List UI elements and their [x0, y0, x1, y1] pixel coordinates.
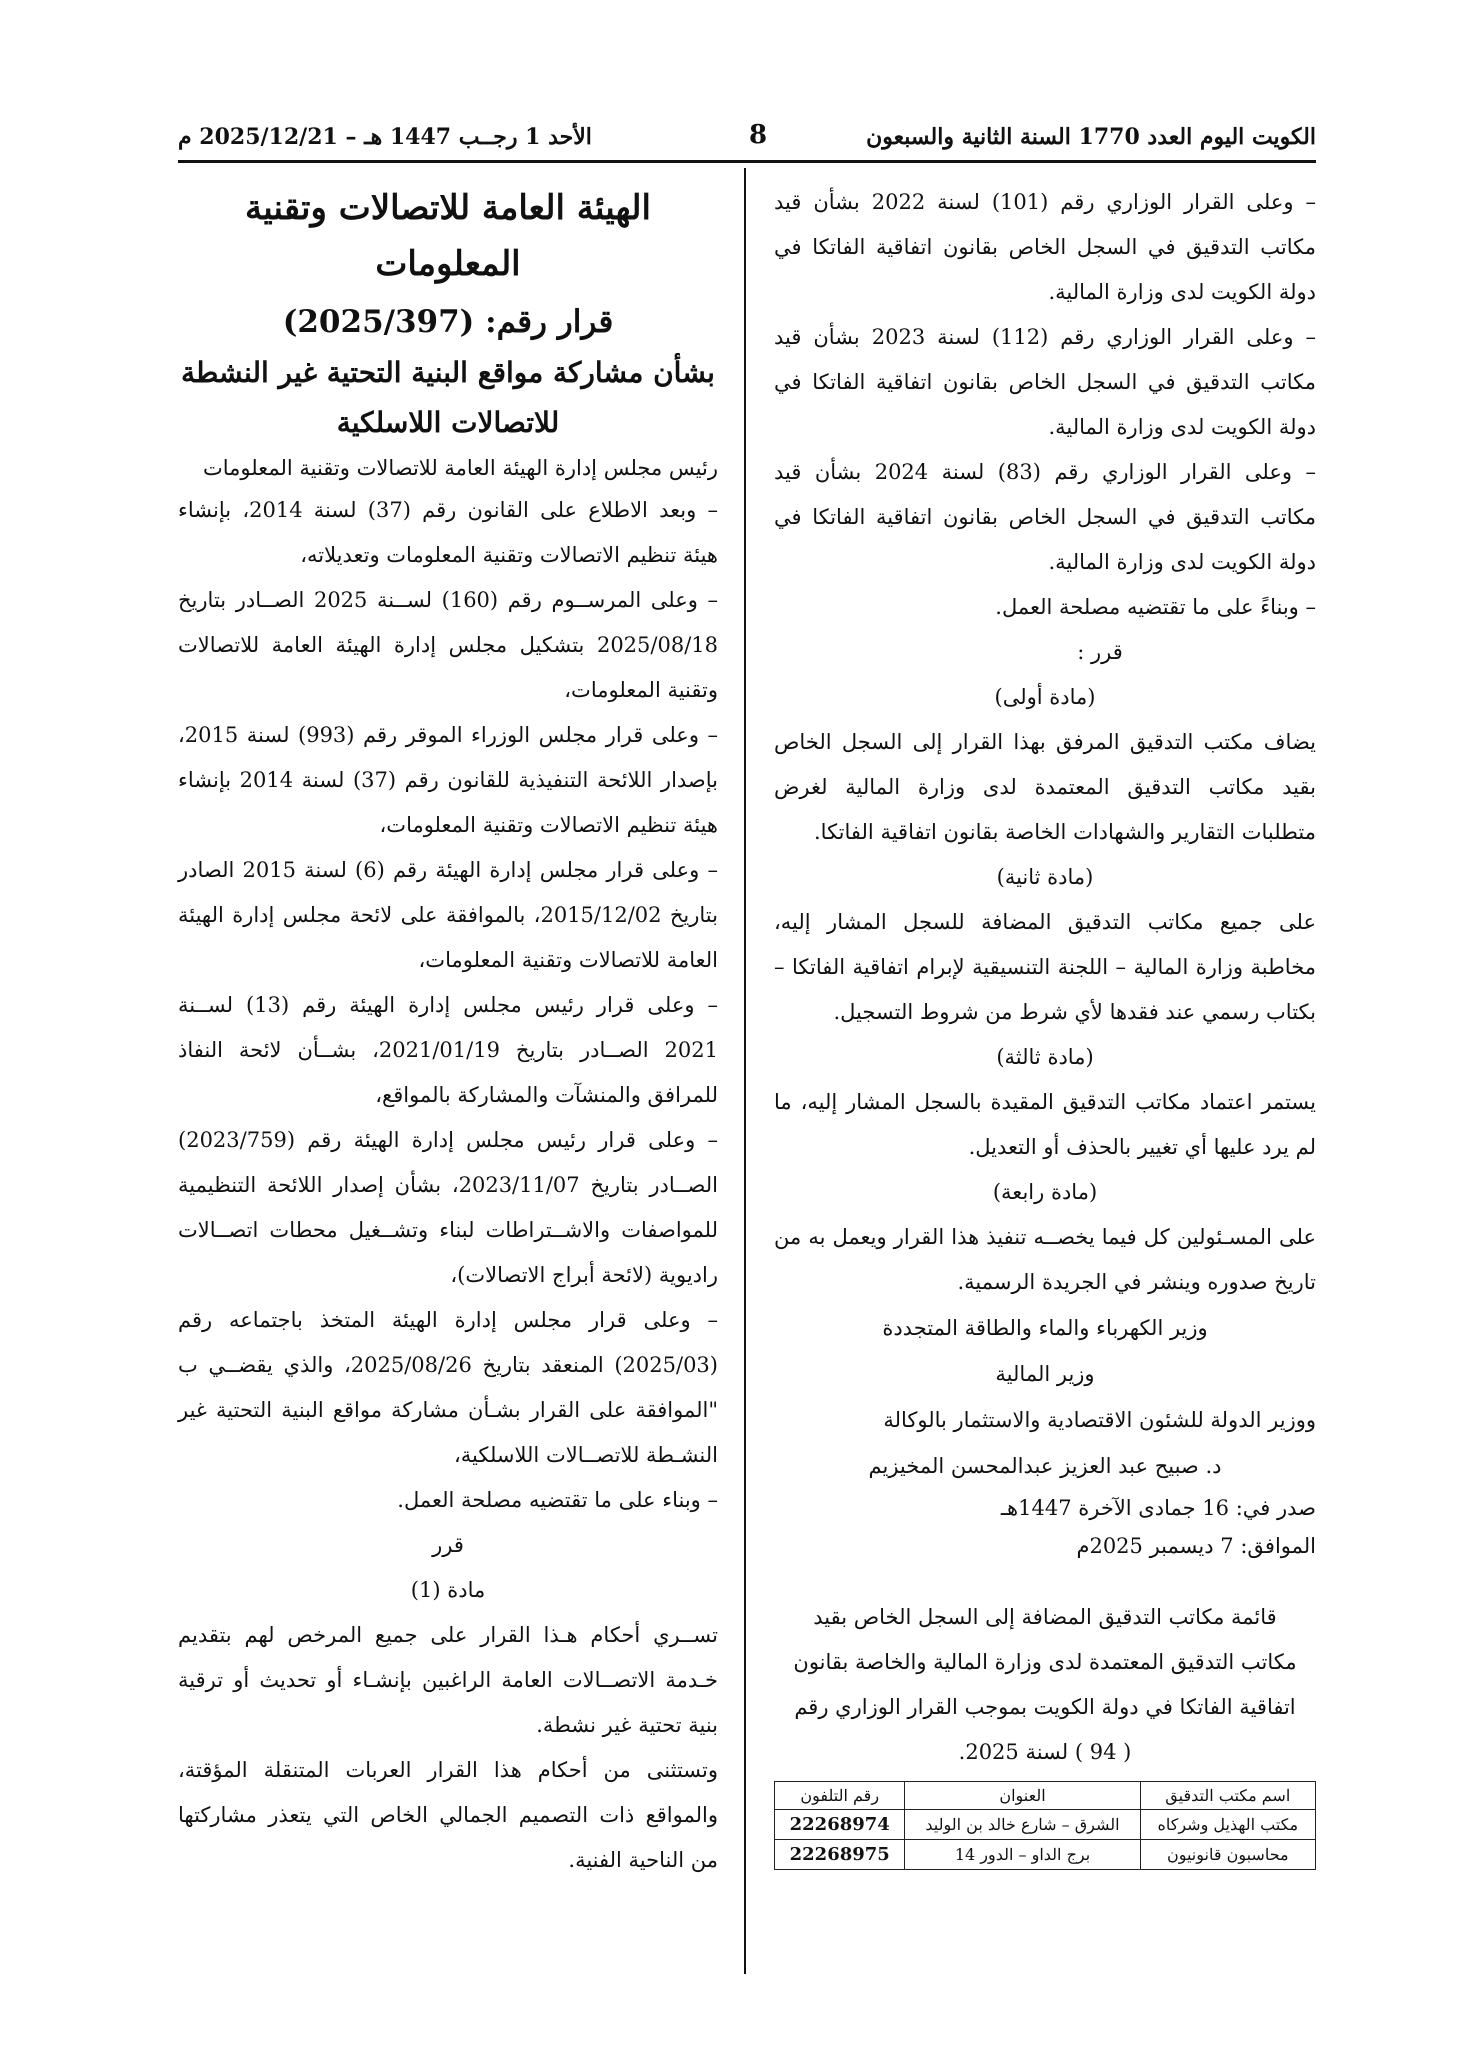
column-divider	[744, 168, 746, 1974]
column-header: اسم مكتب التدقيق	[1140, 1782, 1315, 1810]
column-header: رقم التلفون	[775, 1782, 905, 1810]
page-number: 8	[748, 120, 768, 150]
article-text: على جميع مكاتب التدقيق المضافة للسجل المشار إليه، مخاطبة وزارة المالية – اللجنة التنسيقية لإبرام اتفاقية الفاتكا – بكتاب رسمي عند فقدها لأي شرط من شروط التسجيل.	[774, 910, 1316, 1024]
article-title: (مادة أولى)	[994, 685, 1096, 709]
audit-offices-table	[774, 1781, 1316, 1870]
table-cell: الشرق – شارع خالد بن الوليد	[905, 1810, 1140, 1840]
paragraph: – وعلى قرار مجلس إدارة الهيئة رقم (6) لسنة 2015 الصادر بتاريخ 2015/12/02، بالموافقة على لائحة مجلس إدارة الهيئة العامة للاتصالات وتقنية المعلومات،	[178, 858, 718, 972]
paragraph: – وعلى قرار مجلس إدارة الهيئة المتخذ باجتماعه رقم (2025/03) المنعقد بتاريخ 2025/08/26، والذي يقضــي ب "الموافقة على القرار بشـأن مشاركة مواقع البنية التحتية غير النشـطة للاتصــالات اللاسلكية،	[178, 1308, 718, 1467]
table-header-row	[775, 1782, 1316, 1810]
article-text: يضاف مكتب التدقيق المرفق بهذا القرار إلى السجل الخاص بقيد مكاتب التدقيق المعتمدة لدى وزارة المالية لغرض متطلبات التقارير والشهادات الخاصة بقانون اتفاقية الفاتكا.	[774, 730, 1316, 844]
table-cell: 22268974	[775, 1810, 905, 1840]
paragraph: – وبناءً على ما تقتضيه مصلحة العمل.	[995, 595, 1316, 619]
signatory-title: وزير الكهرباء والماء والطاقة المتجددة	[882, 1316, 1208, 1340]
decision-number: قرار رقم: (2025/397)	[282, 304, 614, 340]
signatory-title: ووزير الدولة للشئون الاقتصادية والاستثمار بالوكالة	[883, 1408, 1316, 1432]
gazette-issue: الكويت اليوم العدد 1770 السنة الثانية والسبعون	[866, 124, 1316, 150]
header-rule	[178, 160, 1316, 163]
chairman-line: رئيس مجلس إدارة الهيئة العامة للاتصالات وتقنية المعلومات	[202, 456, 718, 480]
list-title: قائمة مكاتب التدقيق المضافة إلى السجل الخاص بقيد مكاتب التدقيق المعتمدة لدى وزارة المالية والخاصة بقانون اتفاقية الفاتكا في دولة الكويت بموجب القرار الوزاري رقم ( 94 ) لسنة 2025.	[793, 1605, 1297, 1764]
paragraph: – وعلى قرار رئيس مجلس إدارة الهيئة رقم (13) لســنة 2021 الصــادر بتاريخ 2021/01/19، بشــأن لائحة النفاذ للمرافق والمنشآت والمشاركة بالمواقع،	[178, 993, 718, 1107]
column-header: العنوان	[905, 1782, 1140, 1810]
paragraph: – وعلى قرار رئيس مجلس إدارة الهيئة رقم (2023/759) الصــادر بتاريخ 2023/11/07، بشأن إصدار اللائحة التنظيمية للمواصفات والاشــتراطات لبناء وتشــغيل محطات اتصــالات راديوية (لائحة أبراج الاتصالات)،	[178, 1128, 718, 1287]
article-text: يستمر اعتماد مكاتب التدقيق المقيدة بالسجل المشار إليه، ما لم يرد عليها أي تغيير بالحذف أو التعديل.	[774, 1090, 1316, 1159]
authority-title: الهيئة العامة للاتصالات وتقنية المعلومات	[245, 188, 651, 284]
article-text: على المسـئولين كل فيما يخصــه تنفيذ هذا القرار ويعمل به من تاريخ صدوره وينشر في الجريدة الرسمية.	[774, 1225, 1316, 1294]
article-title: (مادة رابعة)	[992, 1180, 1098, 1204]
table-cell: برج الداو – الدور 14	[905, 1840, 1140, 1870]
paragraph: – وبناء على ما تقتضيه مصلحة العمل.	[397, 1488, 718, 1512]
table-cell: مكتب الهذيل وشركاه	[1140, 1810, 1315, 1840]
table-cell: محاسبون قانونيون	[1140, 1840, 1315, 1870]
decision-word: قرر :	[1077, 640, 1123, 664]
decision-word: قرر	[432, 1533, 464, 1557]
table-row	[775, 1840, 1316, 1870]
article-title: (مادة ثانية)	[996, 865, 1094, 889]
decision-subject: للاتصالات اللاسلكية	[336, 406, 560, 439]
page-header	[178, 118, 1316, 162]
decision-subject: بشأن مشاركة مواقع البنية التحتية غير النشطة	[181, 356, 715, 389]
issue-date: الأحد 1 رجــب 1447 هـ – 2025/12/21 م	[178, 124, 592, 150]
paragraph: – وبعد الاطلاع على القانون رقم (37) لسنة 2014، بإنشاء هيئة تنظيم الاتصالات وتقنية المعلومات وتعديلاته،	[178, 498, 718, 567]
table-row	[775, 1810, 1316, 1840]
issue-date-hijri: صدر في: 16 جمادى الآخرة 1447هـ	[1000, 1496, 1316, 1520]
issue-date-gregorian: الموافق: 7 ديسمبر 2025م	[1076, 1534, 1316, 1558]
article-title: (مادة ثالثة)	[996, 1045, 1094, 1069]
article-text: تســري أحكام هـذا القرار على جميع المرخص لهم بتقديم خـدمة الاتصــالات العامة الراغبين بإنشـاء أو تحديث أو ترقية بنية تحتية غير نشطة.	[178, 1623, 718, 1737]
left-column	[178, 180, 718, 1883]
paragraph: – وعلى قرار مجلس الوزراء الموقر رقم (993) لسنة 2015، بإصدار اللائحة التنفيذية للقانون رقم (37) لسنة 2014 بإنشاء هيئة تنظيم الاتصالات وتقنية المعلومات،	[178, 723, 718, 837]
article-title: مادة (1)	[410, 1578, 486, 1602]
paragraph: – وعلى القرار الوزاري رقم (112) لسنة 2023 بشأن قيد مكاتب التدقيق في السجل الخاص بقانون اتفاقية الفاتكا في دولة الكويت لدى وزارة المالية.	[774, 325, 1316, 439]
right-column	[774, 180, 1316, 1870]
article-text: وتستثنى من أحكام هذا القرار العربات المتنقلة المؤقتة، والمواقع ذات التصميم الجمالي الخاص التي يتعذر مشاركتها من الناحية الفنية.	[178, 1758, 718, 1872]
table-cell: 22268975	[775, 1840, 905, 1870]
paragraph: – وعلى القرار الوزاري رقم (101) لسنة 2022 بشأن قيد مكاتب التدقيق في السجل الخاص بقانون اتفاقية الفاتكا في دولة الكويت لدى وزارة المالية.	[774, 190, 1316, 304]
paragraph: – وعلى القرار الوزاري رقم (83) لسنة 2024 بشأن قيد مكاتب التدقيق في السجل الخاص بقانون اتفاقية الفاتكا في دولة الكويت لدى وزارة المالية.	[774, 460, 1316, 574]
signatory-title: وزير المالية	[995, 1362, 1095, 1386]
signatory-name: د. صبيح عبد العزيز عبدالمحسن المخيزيم	[868, 1454, 1222, 1478]
paragraph: – وعلى المرســوم رقم (160) لســنة 2025 الصــادر بتاريخ 2025/08/18 بتشكيل مجلس إدارة الهيئة العامة للاتصالات وتقنية المعلومات،	[178, 588, 718, 702]
